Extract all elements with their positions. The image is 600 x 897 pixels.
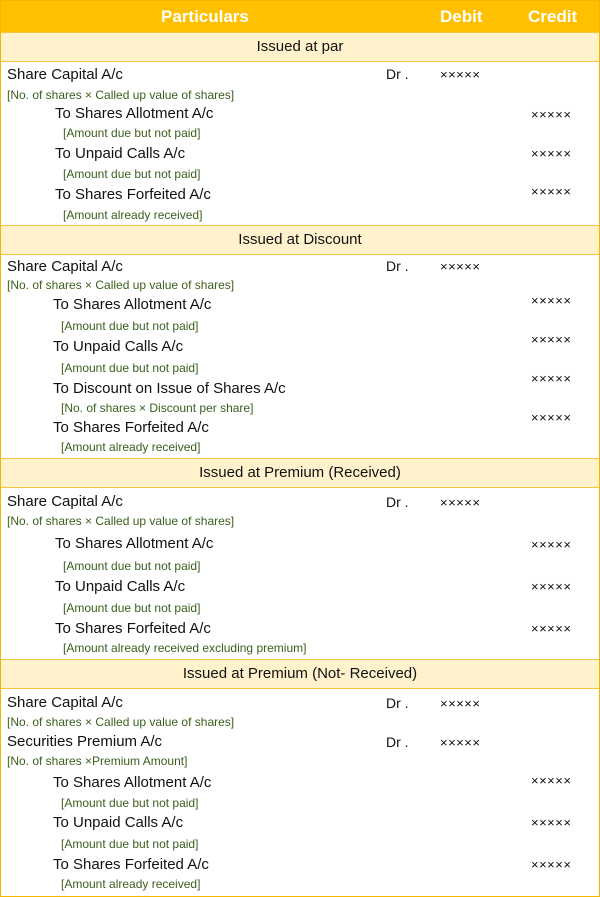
section-title-premium-received: Issued at Premium (Received) — [1, 458, 599, 488]
dr-label: Dr . — [386, 494, 409, 510]
account-note: [Amount already received] — [61, 440, 201, 454]
header-credit: Credit — [528, 7, 578, 26]
account-note: [Amount due but not paid] — [63, 559, 201, 573]
credit-amount: ××××× — [531, 293, 572, 308]
account-note: [Amount already received excluding premium] — [63, 641, 307, 655]
account-note: [Amount due but not paid] — [63, 167, 201, 181]
section-title-discount: Issued at Discount — [1, 225, 599, 255]
credit-amount: ××××× — [531, 579, 572, 594]
credit-amount: ××××× — [531, 621, 572, 636]
credit-amount: ××××× — [531, 773, 572, 788]
account-note: [No. of shares × Called up value of shares] — [7, 278, 235, 292]
account-note: [No. of shares × Called up value of shares] — [7, 715, 235, 729]
account-name: To Shares Allotment A/c — [53, 774, 212, 791]
account-note: [Amount due but not paid] — [63, 126, 201, 140]
account-note: [Amount due but not paid] — [61, 837, 199, 851]
account-name: To Discount on Issue of Shares A/c — [53, 380, 286, 397]
account-note: [Amount due but not paid] — [61, 796, 199, 810]
account-name: Share Capital A/c — [7, 694, 123, 711]
dr-label: Dr . — [386, 734, 409, 750]
account-name: Securities Premium A/c — [7, 733, 163, 750]
debit-amount: ××××× — [440, 696, 481, 711]
account-note: [No. of shares ×Premium Amount] — [7, 754, 188, 768]
credit-amount: ××××× — [531, 537, 572, 552]
account-name: To Unpaid Calls A/c — [55, 578, 186, 595]
account-note: [Amount due but not paid] — [61, 319, 199, 333]
credit-amount: ××××× — [531, 857, 572, 872]
account-name: Share Capital A/c — [7, 66, 123, 83]
debit-amount: ××××× — [440, 67, 481, 82]
account-name: To Shares Allotment A/c — [55, 105, 214, 122]
account-name: To Shares Forfeited A/c — [53, 419, 209, 436]
account-name: To Unpaid Calls A/c — [55, 145, 186, 162]
account-note: [Amount already received] — [63, 208, 203, 222]
dr-label: Dr . — [386, 258, 409, 274]
account-name: To Shares Forfeited A/c — [53, 856, 209, 873]
account-name: To Shares Allotment A/c — [53, 296, 212, 313]
account-note: [Amount already received] — [61, 877, 201, 891]
account-note: [Amount due but not paid] — [61, 361, 199, 375]
credit-amount: ××××× — [531, 107, 572, 122]
account-note: [No. of shares × Discount per share] — [61, 401, 254, 415]
table-header — [1, 1, 599, 32]
account-note: [No. of shares × Called up value of shares] — [7, 88, 235, 102]
account-name: Share Capital A/c — [7, 493, 123, 510]
dr-label: Dr . — [386, 66, 409, 82]
account-note: [No. of shares × Called up value of shares] — [7, 514, 235, 528]
account-name: To Shares Allotment A/c — [55, 535, 214, 552]
credit-amount: ××××× — [531, 146, 572, 161]
account-name: To Shares Forfeited A/c — [55, 620, 211, 637]
header-particulars: Particulars — [161, 7, 249, 26]
debit-amount: ××××× — [440, 495, 481, 510]
account-name: To Shares Forfeited A/c — [55, 186, 211, 203]
credit-amount: ××××× — [531, 815, 572, 830]
account-name: Share Capital A/c — [7, 258, 123, 275]
credit-amount: ××××× — [531, 332, 572, 347]
section-title-par: Issued at par — [1, 32, 599, 62]
credit-amount: ××××× — [531, 410, 572, 425]
header-debit: Debit — [440, 7, 483, 26]
debit-amount: ××××× — [440, 259, 481, 274]
dr-label: Dr . — [386, 695, 409, 711]
account-note: [Amount due but not paid] — [63, 601, 201, 615]
debit-amount: ××××× — [440, 735, 481, 750]
account-name: To Unpaid Calls A/c — [53, 338, 184, 355]
credit-amount: ××××× — [531, 371, 572, 386]
section-title-premium-not-received: Issued at Premium (Not- Received) — [1, 659, 599, 689]
account-name: To Unpaid Calls A/c — [53, 814, 184, 831]
credit-amount: ××××× — [531, 184, 572, 199]
